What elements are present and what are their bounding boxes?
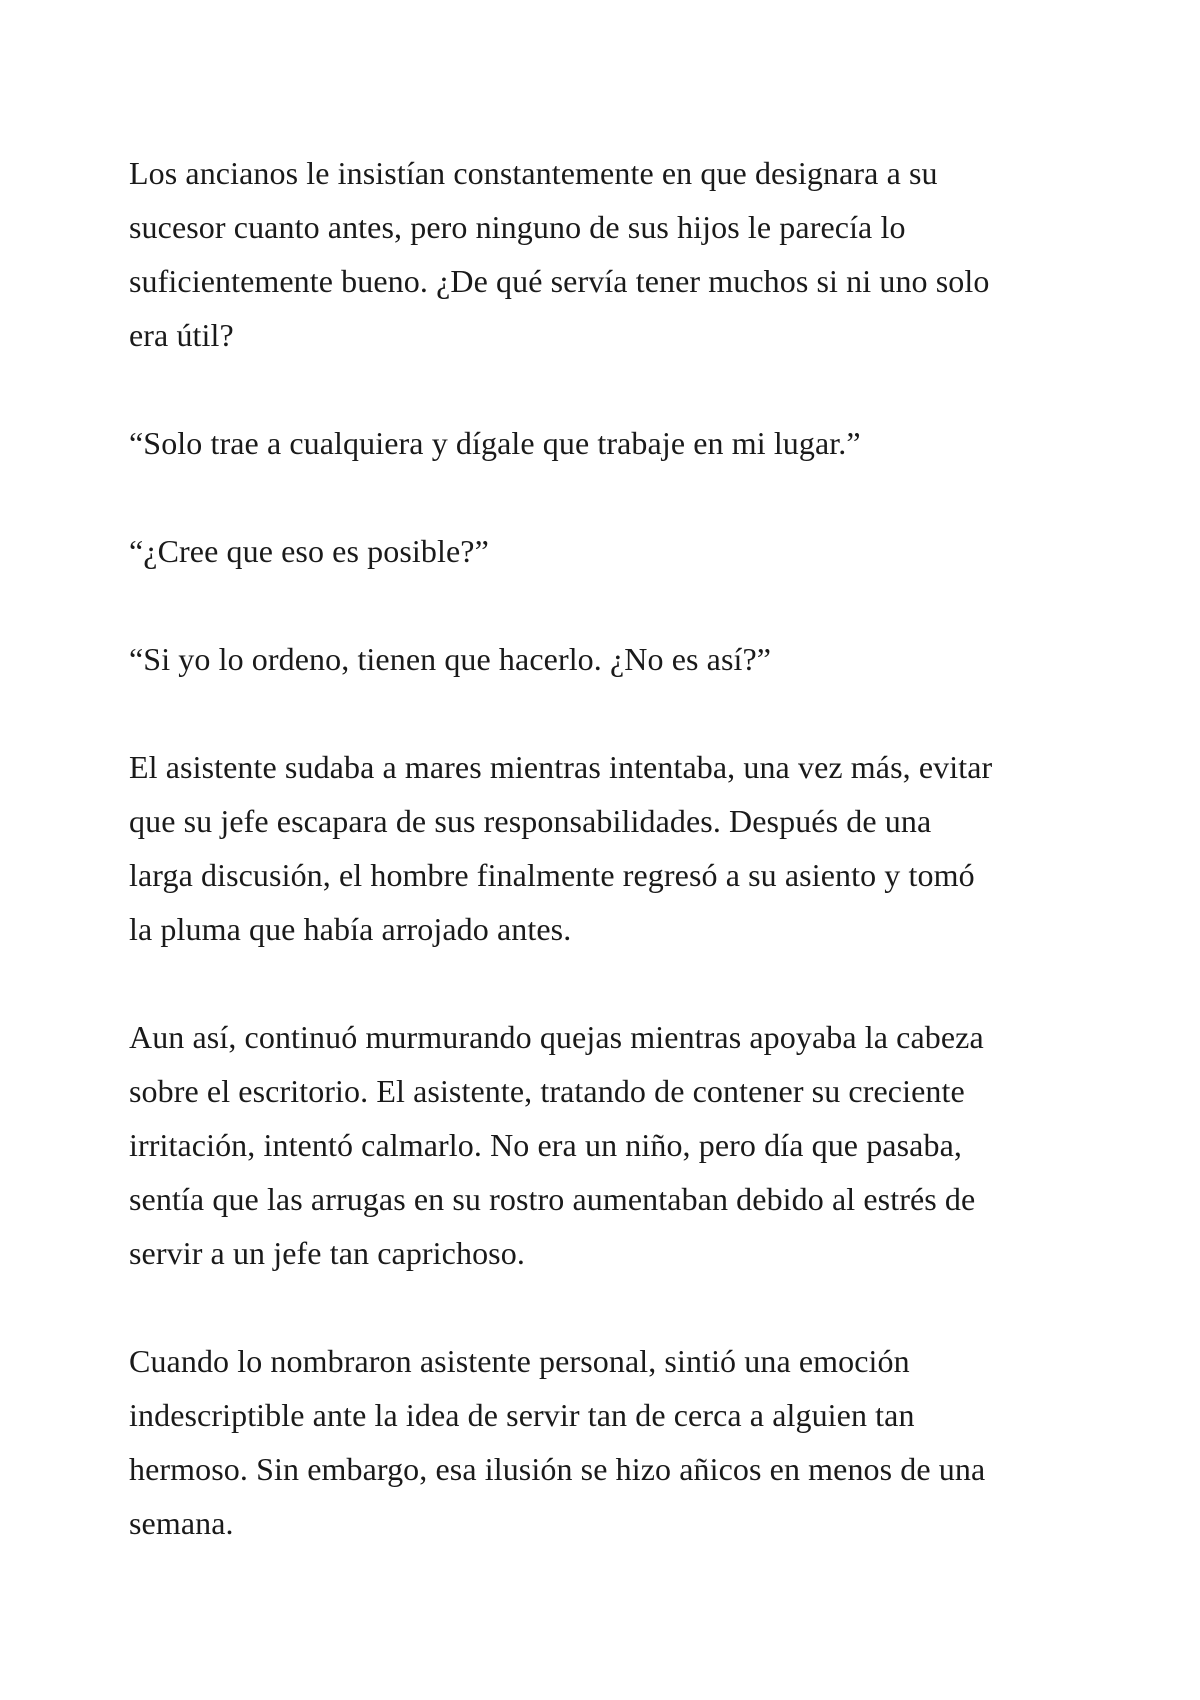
text-line: sucesor cuanto antes, pero ninguno de sus hijos le parecía lo (129, 209, 906, 245)
text-line: “¿Cree que eso es posible?” (129, 533, 489, 569)
text-line: El asistente sudaba a mares mientras intentaba, una vez más, evitar (129, 749, 993, 785)
paragraph-5 (129, 740, 1074, 956)
text-line: “Si yo lo ordeno, tienen que hacerlo. ¿No es así?” (129, 641, 772, 677)
text-line: era útil? (129, 317, 234, 353)
text-line: semana. (129, 1505, 234, 1541)
paragraph-6 (129, 1010, 1074, 1280)
paragraph-7 (129, 1334, 1074, 1550)
text-line: “Solo trae a cualquiera y dígale que trabaje en mi lugar.” (129, 425, 861, 461)
text-line: suficientemente bueno. ¿De qué servía tener muchos si ni uno solo (129, 263, 990, 299)
document-page (129, 146, 1074, 1604)
text-line: servir a un jefe tan caprichoso. (129, 1235, 525, 1271)
text-line: sobre el escritorio. El asistente, tratando de contener su creciente (129, 1073, 965, 1109)
paragraph-2-dialogue (129, 416, 1074, 470)
text-line: sentía que las arrugas en su rostro aumentaban debido al estrés de (129, 1181, 976, 1217)
text-line: indescriptible ante la idea de servir tan de cerca a alguien tan (129, 1397, 915, 1433)
text-line: Aun así, continuó murmurando quejas mientras apoyaba la cabeza (129, 1019, 984, 1055)
text-line: larga discusión, el hombre finalmente regresó a su asiento y tomó (129, 857, 975, 893)
text-line: irritación, intentó calmarlo. No era un niño, pero día que pasaba, (129, 1127, 962, 1163)
paragraph-4-dialogue (129, 632, 1074, 686)
paragraph-3-dialogue (129, 524, 1074, 578)
text-line: hermoso. Sin embargo, esa ilusión se hizo añicos en menos de una (129, 1451, 986, 1487)
paragraph-1 (129, 146, 1074, 362)
text-line: Los ancianos le insistían constantemente en que designara a su (129, 155, 938, 191)
text-line: Cuando lo nombraron asistente personal, sintió una emoción (129, 1343, 910, 1379)
text-line: que su jefe escapara de sus responsabilidades. Después de una (129, 803, 932, 839)
text-line: la pluma que había arrojado antes. (129, 911, 572, 947)
